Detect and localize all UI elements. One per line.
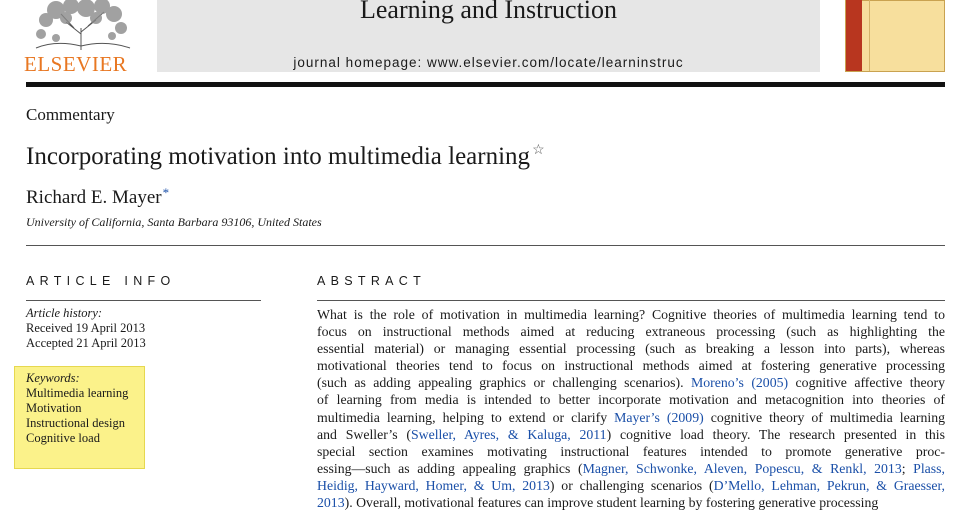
abstract-text: ). Overall, motivational features can improve student learning by fostering generative processing <box>344 495 879 511</box>
section-rule <box>26 245 945 246</box>
abstract-line <box>317 460 945 477</box>
abstract-line <box>317 357 945 374</box>
abstract-text: cognitive theory of multimedia learning <box>703 409 945 425</box>
article-title <box>26 136 545 172</box>
abstract-text: ; <box>901 460 914 476</box>
article-info-rule <box>26 300 261 301</box>
received-date: Received 19 April 2013 <box>26 321 146 335</box>
abstract-text: special section examines motivating instructional features intended to promote generative proc- <box>317 443 945 459</box>
abstract-line <box>317 477 945 494</box>
abstract-line <box>317 306 945 323</box>
abstract-line <box>317 374 945 391</box>
abstract-text: multimedia learning, helping to extend or clarify <box>317 409 615 425</box>
article-type: Commentary <box>26 105 115 124</box>
citation-link[interactable]: 2013 <box>317 495 345 511</box>
abstract-line <box>317 409 945 426</box>
keywords <box>26 371 128 446</box>
abstract-text: (such as adding appealing graphics or challenging scenarios). <box>317 375 691 391</box>
keyword-item: Multimedia learning <box>26 386 129 400</box>
elsevier-tree-logo <box>26 0 136 50</box>
journal-title[interactable]: Learning and Instruction <box>359 0 618 24</box>
abstract-text: cognitive affective theory <box>788 375 945 391</box>
article-title-text: Incorporating motivation into multimedia learning <box>26 143 531 170</box>
publisher-name[interactable]: ELSEVIER <box>24 52 128 76</box>
journal-homepage-link[interactable]: journal homepage: www.elsevier.com/locate/learninstruc <box>293 55 684 70</box>
abstract-rule <box>317 300 945 301</box>
abstract-line <box>317 323 945 340</box>
keywords-label: Keywords: <box>26 371 80 385</box>
abstract-body <box>317 306 945 511</box>
abstract-text: and Sweller’s ( <box>317 426 411 442</box>
journal-cover-spine <box>846 0 862 71</box>
citation-link[interactable]: Magner, Schwonke, Aleven, Popescu, & Renkl, 2013 <box>582 460 902 476</box>
citation-link[interactable]: Sweller, Ayres, & Kaluga, 2011 <box>410 426 607 442</box>
abstract-heading: ABSTRACT <box>317 274 427 288</box>
abstract-text: What is the role of motivation in multimedia learning? Cognitive theories of multimedia learning tend to <box>317 307 945 322</box>
accepted-date: Accepted 21 April 2013 <box>26 336 146 350</box>
citation-link[interactable]: Mayer’s (2009) <box>614 409 704 425</box>
title-footnote-mark[interactable]: ☆ <box>532 143 545 158</box>
abstract-line <box>317 426 945 443</box>
abstract-line <box>317 494 945 511</box>
abstract-text: motivational theories tend to focus on instructional methods aimed at fostering generative processing <box>317 358 945 374</box>
citation-link[interactable]: Heidig, Hayward, Homer, & Um, 2013 <box>317 477 550 493</box>
keyword-item: Cognitive load <box>26 431 100 445</box>
article-history <box>26 306 146 351</box>
author-affiliation: University of California, Santa Barbara 93106, United States <box>26 215 322 229</box>
abstract-line <box>317 391 945 408</box>
history-label: Article history: <box>26 306 103 320</box>
abstract-line <box>317 340 945 357</box>
abstract-text: essential material) or managing essential processing (such as breaking a lesson into parts), whereas <box>317 341 945 357</box>
citation-link[interactable]: Plass, <box>913 460 945 476</box>
article-info-heading: ARTICLE INFO <box>26 274 176 288</box>
abstract-line <box>317 443 945 460</box>
citation-link[interactable]: D’Mello, Lehman, Pekrun, & Graesser, <box>713 477 945 493</box>
abstract-text: of learning from media is intended to better incorporate motivation and metacognition into theories of <box>317 392 945 408</box>
header-rule <box>26 82 945 87</box>
abstract-text: focus on instructional methods aimed at reducing extraneous processing (such as highlighting the <box>317 324 945 340</box>
abstract-text: essing—such as adding appealing graphics ( <box>317 460 583 476</box>
keyword-item: Motivation <box>26 401 82 415</box>
author-name[interactable]: Richard E. Mayer <box>26 187 162 208</box>
citation-link[interactable]: Moreno’s (2005) <box>691 375 789 391</box>
corresponding-author-mark[interactable]: * <box>162 185 170 200</box>
keyword-item: Instructional design <box>26 416 125 430</box>
abstract-text: ) cognitive load theory. The research presented in this <box>606 426 945 442</box>
author <box>26 182 169 209</box>
cover-divider <box>869 0 870 71</box>
abstract-text: ) or challenging scenarios ( <box>549 477 714 493</box>
